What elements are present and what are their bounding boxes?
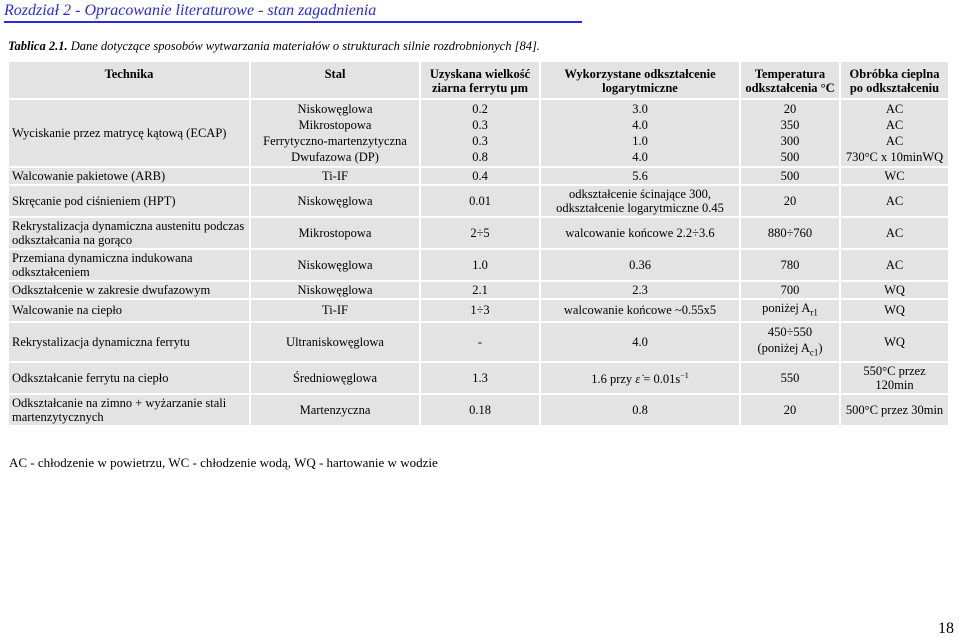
cell-strain: 4.0 <box>539 323 739 362</box>
cell-steel: Niskowęglowa <box>249 250 419 280</box>
cell-steel: Niskowęglowa <box>249 282 419 298</box>
page-number: 18 <box>938 620 954 637</box>
table-row <box>9 168 948 184</box>
table-caption <box>8 39 540 54</box>
cell-strain: 5.6 <box>539 168 739 184</box>
cell-technique: Walcowanie pakietowe (ARB) <box>9 168 249 184</box>
page-header: Rozdział 2 - Opracowanie literaturowe - stan zagadnienia <box>4 2 582 23</box>
cell-temperature: 550 <box>739 363 839 393</box>
header-grain-size: Uzyskana wielkość ziarna ferrytu µm <box>419 62 539 98</box>
cell-technique: Odkształcanie ferrytu na ciepło <box>9 363 249 393</box>
cell-steel: Martenzyczna <box>249 395 419 425</box>
cell-temperature: 500 <box>739 168 839 184</box>
cell-grain: 0.2 0.3 0.3 0.8 <box>419 100 539 166</box>
cell-technique: Rekrystalizacja dynamiczna ferrytu <box>9 323 249 362</box>
cell-strain: odkształcenie ścinające 300, odkształcenie logarytmiczne 0.45 <box>539 186 739 216</box>
cell-technique: Przemiana dynamiczna indukowana odkształceniem <box>9 250 249 280</box>
cell-temperature: 780 <box>739 250 839 280</box>
cell-grain: 2.1 <box>419 282 539 298</box>
caption-text: Dane dotyczące sposobów wytwarzania materiałów o strukturach silnie rozdrobnionych [84]. <box>70 39 540 53</box>
cell-strain: 1.6 przy ε̇ = $0.01s^{-1}$ <box>539 363 739 393</box>
cell-technique: Odkształcenie w zakresie dwufazowym <box>9 282 249 298</box>
cell-heat-treatment: 500°C przez 30min <box>839 395 948 425</box>
cell-technique: Skręcanie pod ciśnieniem (HPT) <box>9 186 249 216</box>
header-steel: Stal <box>249 62 419 98</box>
cell-steel: Niskowęglowa Mikrostopowa Ferrytyczno-martenzytyczna Dwufazowa (DP) <box>249 100 419 166</box>
cell-heat-treatment: WQ <box>839 300 948 321</box>
cell-steel: Średniowęglowa <box>249 363 419 393</box>
cell-grain: 1÷3 <box>419 300 539 321</box>
table-row <box>9 363 948 393</box>
header-heat-treatment: Obróbka cieplna po odkształceniu <box>839 62 948 98</box>
cell-heat-treatment: AC AC AC 730°C x 10minWQ <box>839 100 948 166</box>
table-footnote: AC - chłodzenie w powietrzu, WC - chłodzenie wodą, WQ - hartowanie w wodzie <box>9 455 438 470</box>
cell-temperature: poniżej $A_{r1}$ <box>739 300 839 321</box>
header-technique: Technika <box>9 62 249 98</box>
header-temperature: Temperatura odkształcenia °C <box>739 62 839 98</box>
cell-heat-treatment: WQ <box>839 282 948 298</box>
cell-steel: Niskowęglowa <box>249 186 419 216</box>
cell-heat-treatment: AC <box>839 218 948 248</box>
cell-steel: Mikrostopowa <box>249 218 419 248</box>
header-strain: Wykorzystane odkształcenie logarytmiczne <box>539 62 739 98</box>
cell-strain: 2.3 <box>539 282 739 298</box>
cell-heat-treatment: AC <box>839 186 948 216</box>
table-header-row <box>9 62 948 98</box>
cell-technique: Odkształcanie na zimno + wyżarzanie stali martenzytycznych <box>9 395 249 425</box>
cell-temperature: 450÷550 (poniżej $A_{c1}$) <box>739 323 839 362</box>
cell-grain: 0.18 <box>419 395 539 425</box>
cell-temperature: 700 <box>739 282 839 298</box>
cell-strain: 0.8 <box>539 395 739 425</box>
cell-heat-treatment: WQ <box>839 323 948 362</box>
table-row <box>9 323 948 362</box>
table-row <box>9 395 948 425</box>
cell-grain: 2÷5 <box>419 218 539 248</box>
cell-steel: Ti-IF <box>249 168 419 184</box>
cell-strain: 3.0 4.0 1.0 4.0 <box>539 100 739 166</box>
cell-heat-treatment: 550°C przez 120min <box>839 363 948 393</box>
table-row <box>9 186 948 216</box>
cell-temperature: 880÷760 <box>739 218 839 248</box>
table-row <box>9 282 948 298</box>
cell-grain: 0.4 <box>419 168 539 184</box>
cell-technique: Rekrystalizacja dynamiczna austenitu podczas odkształcania na gorąco <box>9 218 249 248</box>
cell-strain: 0.36 <box>539 250 739 280</box>
cell-grain: - <box>419 323 539 362</box>
cell-heat-treatment: WC <box>839 168 948 184</box>
cell-technique: Walcowanie na ciepło <box>9 300 249 321</box>
cell-technique: Wyciskanie przez matrycę kątową (ECAP) <box>9 100 249 166</box>
cell-steel: Ultraniskowęglowa <box>249 323 419 362</box>
caption-label: Tablica 2.1. <box>8 39 68 53</box>
cell-grain: 0.01 <box>419 186 539 216</box>
cell-strain: walcowanie końcowe ~0.55x5 <box>539 300 739 321</box>
cell-temperature: 20 <box>739 395 839 425</box>
cell-heat-treatment: AC <box>839 250 948 280</box>
cell-strain: walcowanie końcowe 2.2÷3.6 <box>539 218 739 248</box>
table-row <box>9 100 948 166</box>
data-table <box>9 60 948 427</box>
cell-temperature: 20 350 300 500 <box>739 100 839 166</box>
cell-grain: 1.3 <box>419 363 539 393</box>
table-row <box>9 218 948 248</box>
cell-grain: 1.0 <box>419 250 539 280</box>
cell-temperature: 20 <box>739 186 839 216</box>
cell-steel: Ti-IF <box>249 300 419 321</box>
table-row <box>9 250 948 280</box>
table-row <box>9 300 948 321</box>
